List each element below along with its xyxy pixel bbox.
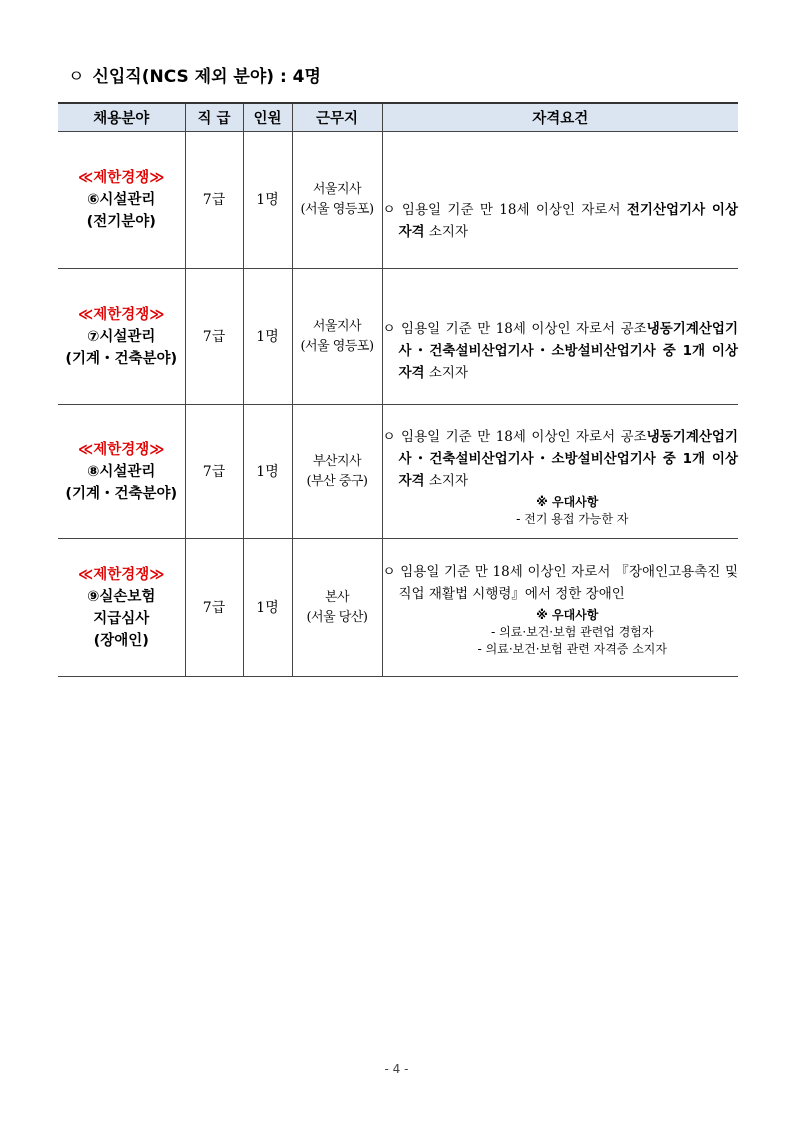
table-row [58, 132, 738, 269]
location-cell [292, 132, 382, 269]
competition-tag: ≪제한경쟁≫ [78, 566, 165, 583]
table-row [58, 405, 738, 539]
requirement-qualification: 냉동기계산업기사・건축설비산업기사・소방설비산업기사 중 1개 이상 자격 [398, 428, 738, 489]
field-sub: (기계・건축분야) [65, 350, 178, 367]
location-cell [292, 269, 382, 405]
location-name: 본사 [324, 589, 350, 605]
preference-item: - 의료·보건·보험 관련업 경험자 [490, 625, 654, 639]
section-title [68, 62, 321, 87]
section-bullet: ㅇ [68, 67, 85, 87]
location-cell [292, 405, 382, 539]
section-title-text: 신입직(NCS 제외 분야) : 4명 [92, 67, 321, 87]
field-sub: (기계・건축분야) [65, 485, 178, 502]
location-cell [292, 539, 382, 677]
header-requirements: 자격요건 [382, 103, 738, 132]
preference-item: - 전기 용접 가능한 자 [516, 511, 629, 526]
requirements-cell [382, 405, 738, 539]
requirement-qualification: 전기산업기사 이상 자격 [398, 202, 738, 240]
header-field: 채용분야 [58, 103, 185, 132]
location-area: (서울 영등포) [300, 202, 374, 217]
location-name: 서울지사 [312, 182, 362, 197]
requirement-body: 임용일 기준 만 18세 이상인 자로서 [401, 202, 627, 218]
requirement-body: 임용일 기준 만 18세 이상인 자로서 공조 [401, 428, 647, 445]
table-row [58, 539, 738, 677]
preference-item: - 의료·보건·보험 관련 자격증 소지자 [477, 642, 667, 656]
competition-tag: ≪제한경쟁≫ [78, 170, 165, 186]
field-name: ⑥시설관리 [87, 192, 156, 208]
recruitment-table [58, 102, 738, 677]
competition-tag: ≪제한경쟁≫ [78, 441, 165, 458]
requirement-qualification: 냉동기계산업기사・건축설비산업기사・소방설비산업기사 중 1개 이상 자격 [398, 320, 738, 381]
field-name: ⑦시설관리 [87, 328, 156, 345]
grade-cell: 7급 [185, 269, 243, 405]
header-location: 근무지 [292, 103, 382, 132]
requirement-body: 임용일 기준 만 18세 이상인 자로서 『장애인고용촉진 및 직업 재활법 시행령』에서 정한 장애인 [398, 564, 739, 602]
preference-title: ※ 우대사항 [536, 608, 599, 622]
field-name: ⑧시설관리 [87, 463, 156, 480]
requirement-text [383, 199, 739, 243]
requirement-tail: 소지자 [424, 472, 469, 489]
requirement-bullet: ㅇ [382, 428, 396, 445]
grade-cell: 7급 [185, 405, 243, 539]
requirement-text [383, 426, 739, 492]
location-area: (부산 중구) [306, 473, 368, 489]
table-header-row [58, 103, 738, 132]
requirement-tail: 소지자 [424, 364, 469, 381]
location-name: 서울지사 [312, 318, 362, 334]
competition-tag: ≪제한경쟁≫ [78, 306, 165, 323]
field-name: ⑨실손보험 [87, 588, 156, 605]
field-cell [58, 539, 185, 677]
field-cell [58, 132, 185, 269]
location-area: (서울 당산) [306, 609, 368, 625]
requirement-tail: 소지자 [424, 224, 469, 240]
requirements-cell [382, 269, 738, 405]
count-cell: 1명 [243, 132, 292, 269]
count-cell: 1명 [243, 405, 292, 539]
field-sub: (전기분야) [86, 214, 156, 230]
preference-title: ※ 우대사항 [536, 494, 599, 509]
header-count: 인원 [243, 103, 292, 132]
field-cell [58, 405, 185, 539]
page-number: - 4 - [384, 1062, 409, 1076]
header-grade: 직 급 [185, 103, 243, 132]
field-sub: 지급심사 [93, 610, 150, 627]
location-area: (서울 영등포) [300, 338, 374, 354]
requirement-bullet: ㅇ [382, 320, 396, 337]
field-note: (장애인) [93, 632, 149, 649]
requirements-cell [382, 132, 738, 269]
count-cell: 1명 [243, 269, 292, 405]
table-row [58, 269, 738, 405]
requirement-bullet: ㅇ [382, 202, 396, 218]
requirement-text [383, 561, 739, 605]
grade-cell: 7급 [185, 539, 243, 677]
count-cell: 1명 [243, 539, 292, 677]
location-name: 부산지사 [312, 453, 362, 469]
field-cell [58, 269, 185, 405]
requirement-bullet: ㅇ [382, 564, 396, 580]
requirements-cell [382, 539, 738, 677]
grade-cell: 7급 [185, 132, 243, 269]
requirement-body: 임용일 기준 만 18세 이상인 자로서 공조 [401, 320, 647, 337]
requirement-text [383, 318, 739, 384]
